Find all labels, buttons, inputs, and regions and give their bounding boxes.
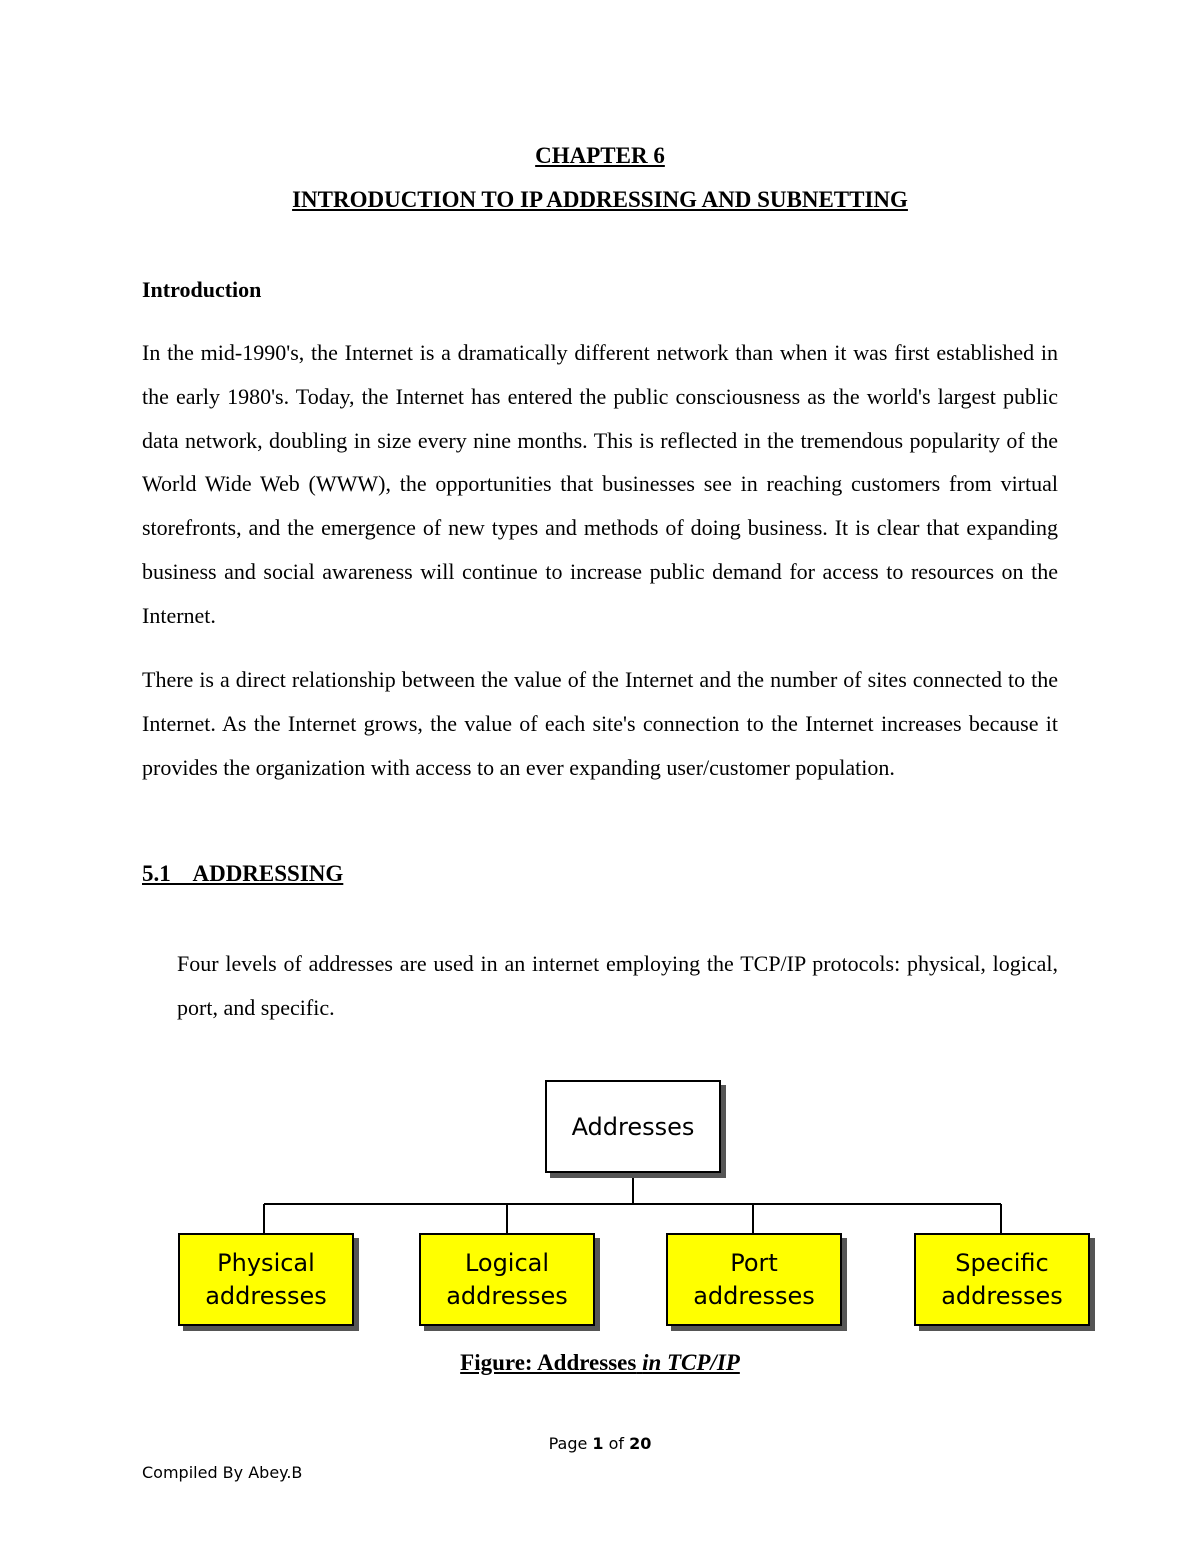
chapter-title: INTRODUCTION TO IP ADDRESSING AND SUBNETTING [292, 187, 908, 212]
introduction-heading: Introduction [142, 277, 262, 302]
compiled-by-footer: Compiled By Abey.B [142, 1463, 303, 1482]
addressing-paragraph: Four levels of addresses are used in an internet employing the TCP/IP protocols: physical, logical, port, and specific. [177, 951, 1058, 1020]
page-number-footer [0, 1434, 1200, 1453]
page-total: 20 [629, 1434, 652, 1453]
physical-addresses-line2: addresses [205, 1281, 327, 1310]
intro-paragraph-1: In the mid-1990's, the Internet is a dramatically different network than when it was first established in the early 1980's. Today, the Internet has entered the public consciousness as the world's largest public data network, doubling in size every nine months. This is reflected in the tremendous popularity of the World Wide Web (WWW), the opportunities that businesses see in reaching customers from virtual storefronts, and the emergence of new types and methods of doing business. It is clear that expanding business and social awareness will continue to increase public demand for access to resources on the Internet. [142, 340, 1058, 628]
figure-caption [0, 1350, 1200, 1376]
specific-addresses-box [914, 1233, 1090, 1326]
page-prefix: Page [548, 1434, 593, 1453]
page-mid: of [603, 1434, 630, 1453]
section-heading-addressing: 5.1 ADDRESSING [142, 861, 344, 886]
figure-caption-italic: in TCP/IP [642, 1350, 740, 1375]
addresses-root-label: Addresses [571, 1112, 695, 1141]
physical-addresses-box [178, 1233, 354, 1326]
port-addresses-line2: addresses [693, 1281, 815, 1310]
addresses-root-box [545, 1080, 721, 1173]
figure-caption-main: Figure: Addresses [460, 1350, 637, 1375]
physical-addresses-line1: Physical [217, 1248, 315, 1277]
chapter-number: CHAPTER 6 [535, 143, 665, 168]
logical-addresses-box [419, 1233, 595, 1326]
logical-addresses-line1: Logical [464, 1248, 550, 1277]
port-addresses-box [666, 1233, 842, 1326]
logical-addresses-line2: addresses [446, 1281, 568, 1310]
port-addresses-line1: Port [730, 1248, 778, 1277]
specific-addresses-line1: Specific [955, 1248, 1049, 1277]
specific-addresses-line2: addresses [941, 1281, 1063, 1310]
intro-paragraph-2: There is a direct relationship between the value of the Internet and the number of sites connected to the Internet. As the Internet grows, the value of each site's connection to the Internet increases because it provides the organization with access to an ever expanding user/customer population. [142, 667, 1058, 780]
page-number: 1 [592, 1434, 604, 1453]
